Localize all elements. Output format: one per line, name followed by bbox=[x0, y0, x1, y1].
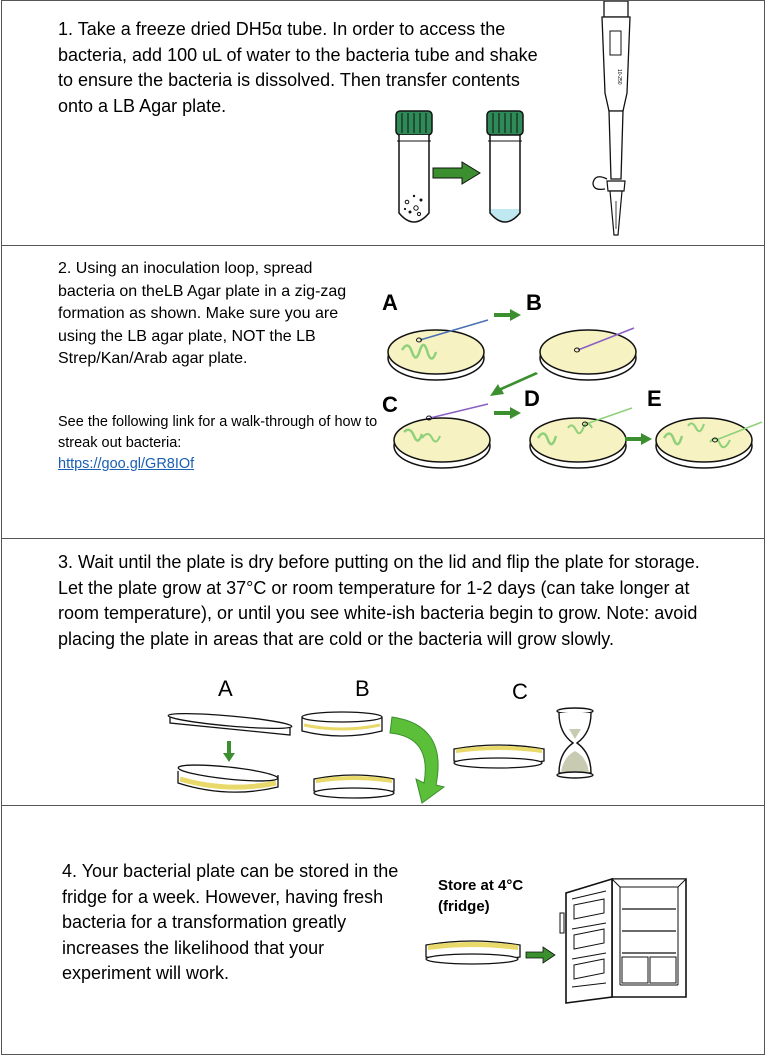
agar-plate-open-icon bbox=[174, 761, 284, 801]
agar-plate-e-icon bbox=[654, 398, 764, 478]
pipette-icon bbox=[587, 1, 647, 241]
hourglass-icon bbox=[553, 707, 597, 779]
step-3-label-c: C bbox=[512, 679, 528, 704]
storage-note bbox=[438, 875, 523, 917]
plate-label-d: D bbox=[524, 386, 540, 411]
agar-plate-a-icon bbox=[386, 310, 496, 390]
pipette-volume-label: 10-250 bbox=[616, 69, 622, 85]
step-3-panel bbox=[1, 538, 765, 806]
step-3-text: 3. Wait until the plate is dry before putting on the lid and flip the plate for storage. Let the plate grow at 37°C or room temperature for 1-2 days (can take longer at room temperature), or until you see white-ish bacteria begin to grow. Note: avoid placing the plate in areas that are cold or the bacteria will grow slowly. bbox=[58, 552, 700, 649]
step-1-text: 1. Take a freeze dried DH5α tube. In order to access the bacteria, add 100 uL of water to the bacteria tube and shake to ensure the bacteria is dissolved. Then transfer contents onto a LB Agar plate. bbox=[58, 19, 538, 116]
step-2-panel bbox=[1, 245, 765, 539]
step-3-label-b: B bbox=[355, 676, 370, 701]
flipped-plate-icon bbox=[310, 771, 400, 805]
agar-plate-b-icon bbox=[538, 310, 648, 390]
right-arrow-icon bbox=[494, 308, 522, 322]
streak-tutorial-link[interactable]: https://goo.gl/GR8IOf bbox=[58, 456, 195, 472]
storage-temperature: Store at 4°C bbox=[438, 877, 524, 894]
step-1-panel bbox=[1, 0, 765, 246]
plate-label-b: B bbox=[526, 290, 542, 315]
right-arrow-icon bbox=[432, 161, 482, 185]
plate-label-a: A bbox=[382, 290, 398, 315]
water-tube-icon bbox=[479, 105, 539, 235]
step-2-text: 2. Using an inoculation loop, spread bacteria on theLB Agar plate in a zig-zag formation as shown. Make sure you are using the LB agar plate, NOT the LB Strep/Kan/Arab agar plate. bbox=[58, 260, 347, 367]
plate-label-e: E bbox=[647, 386, 662, 411]
link-intro-block bbox=[58, 412, 378, 475]
incubating-plate-icon bbox=[450, 741, 550, 775]
step-4-panel bbox=[1, 805, 765, 1055]
step-4-text: 4. Your bacterial plate can be stored in the fridge for a week. However, having fresh bacteria for a transformation greatly increases the likelihood that your experiment will work. bbox=[62, 861, 399, 983]
right-arrow-icon bbox=[526, 946, 556, 964]
link-intro-text: See the following link for a walk-through of how to streak out bacteria: bbox=[58, 414, 378, 451]
plate-label-c: C bbox=[382, 392, 398, 417]
down-arrow-icon bbox=[222, 741, 236, 763]
stored-plate-icon bbox=[422, 937, 526, 971]
agar-plate-c-icon bbox=[392, 398, 502, 478]
right-arrow-icon bbox=[625, 432, 653, 446]
fridge-icon bbox=[558, 875, 698, 1005]
down-left-arrow-icon bbox=[490, 370, 540, 400]
flip-arrow-icon bbox=[388, 715, 448, 805]
right-arrow-icon bbox=[494, 406, 522, 420]
storage-location: (fridge) bbox=[438, 898, 490, 915]
plate-with-lid-icon bbox=[298, 711, 388, 745]
step-3-label-a: A bbox=[218, 676, 233, 701]
agar-plate-d-icon bbox=[528, 398, 638, 478]
